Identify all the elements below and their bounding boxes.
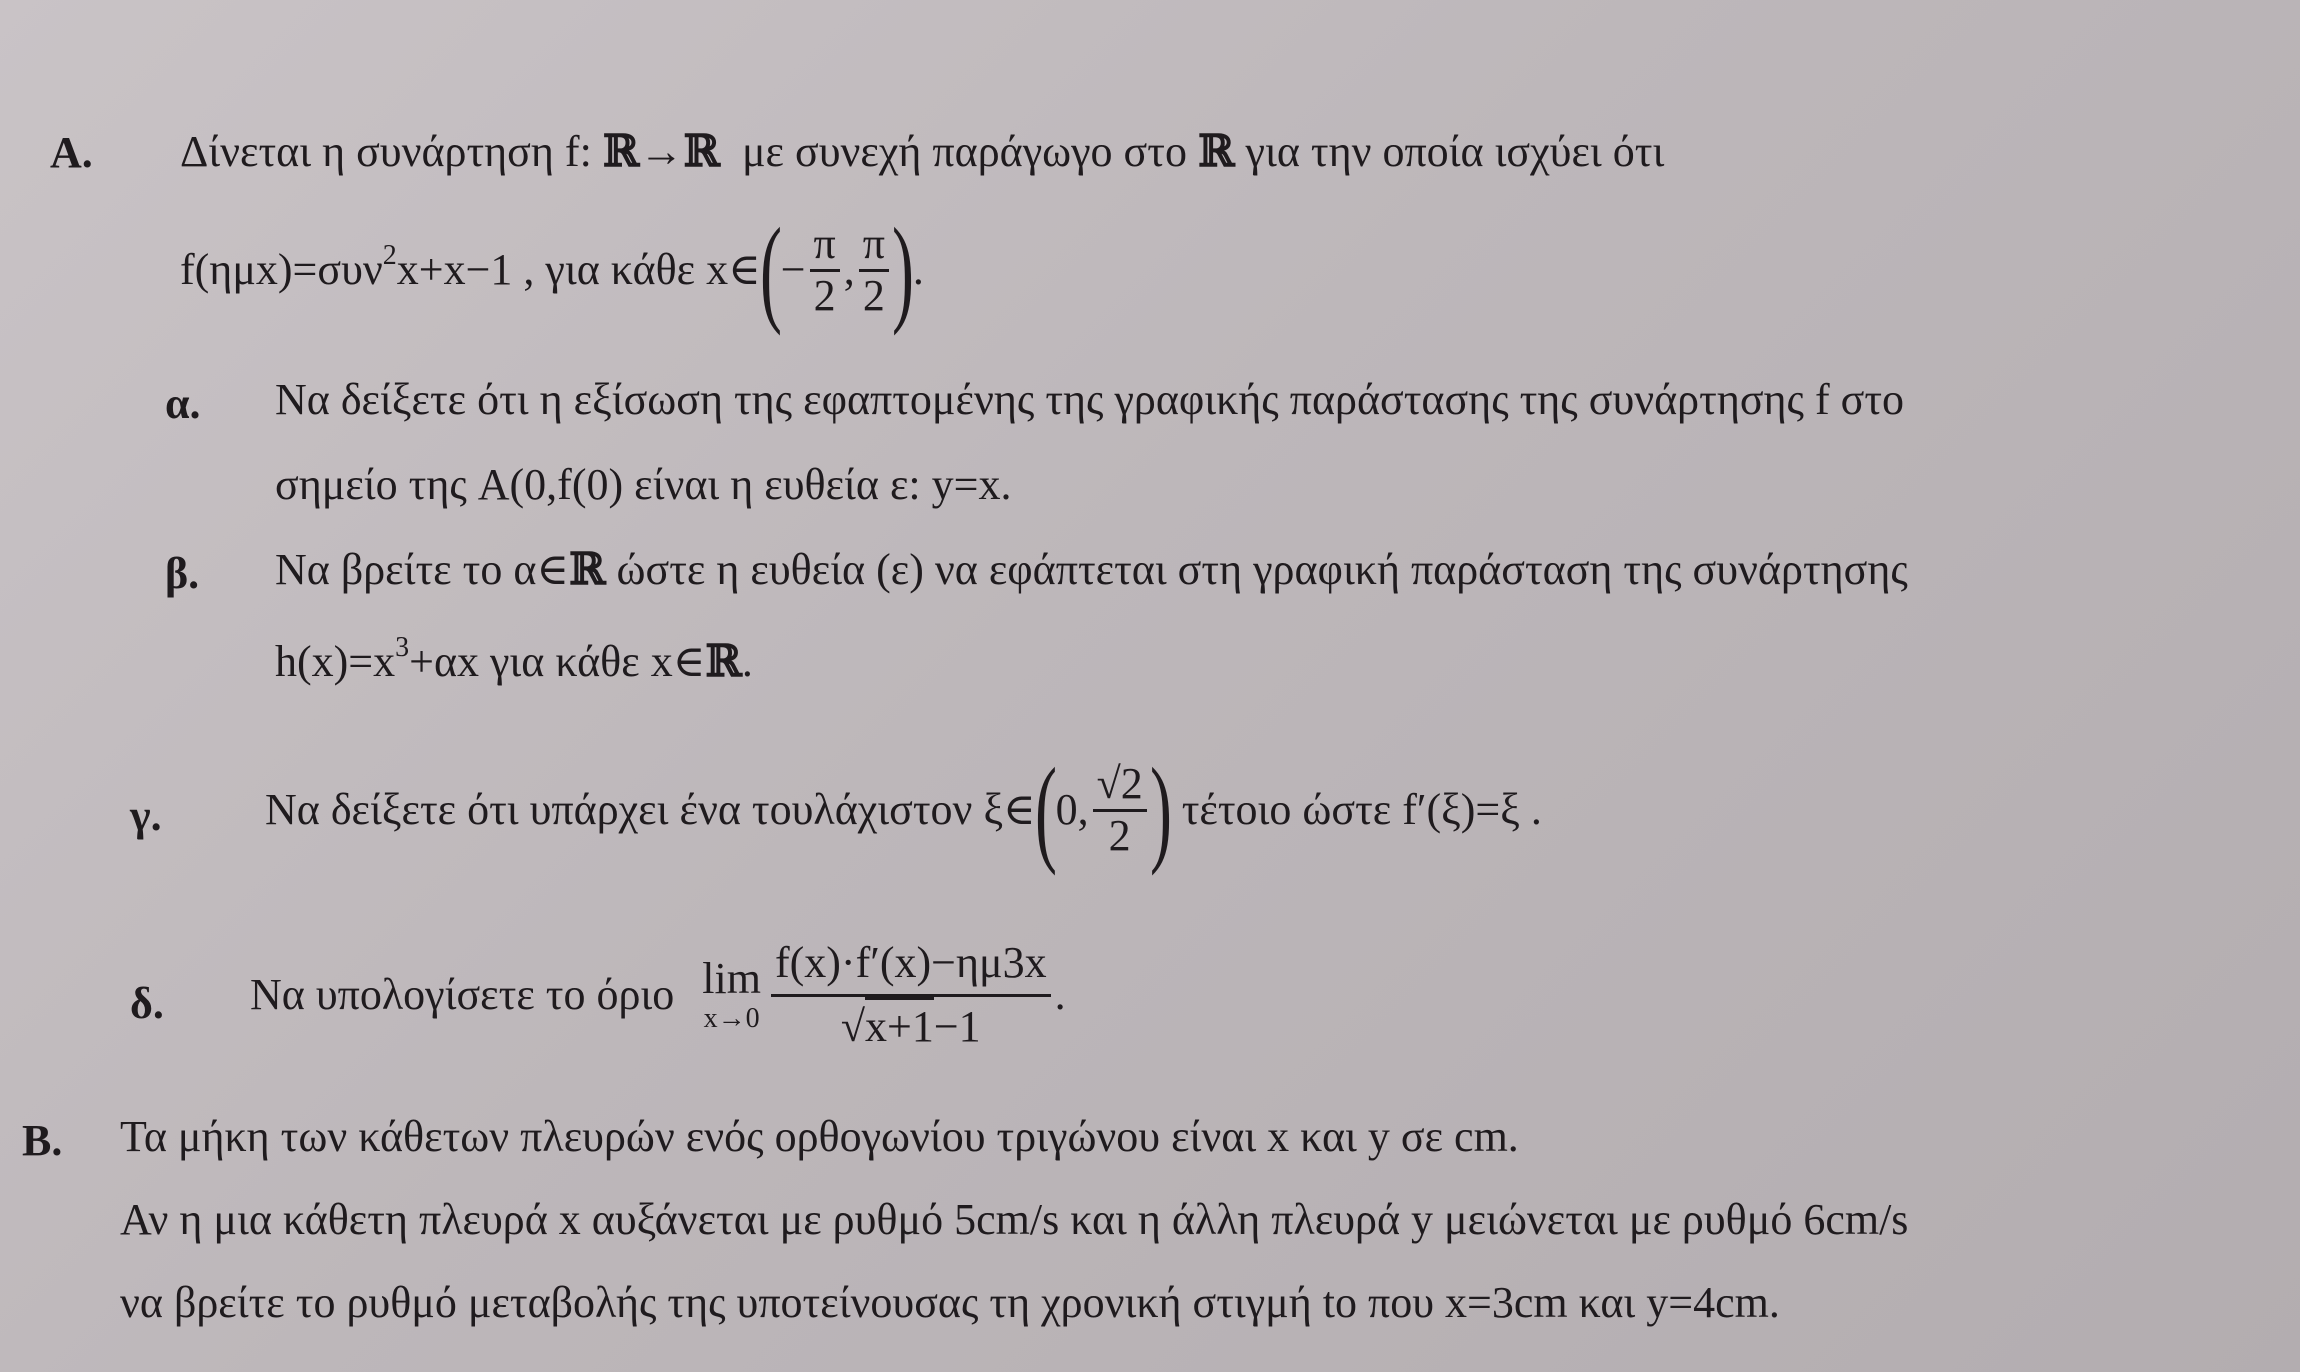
reals-symbol: ℝ <box>683 126 720 177</box>
period: . <box>1054 970 1066 1019</box>
limit <box>702 954 761 1034</box>
limit-word: lim <box>702 954 761 1003</box>
intro-text-1: Δίνεται η συνάρτηση f: <box>180 127 592 176</box>
section-b-line-3: να βρείτε το ρυθμό μεταβολής της υποτείνουσας τη χρονική στιγμή to που x=3cm και y=4cm. <box>120 1278 1780 1327</box>
fraction-denominator: 2 <box>813 270 836 320</box>
sqrt-inner: x+1 <box>865 997 934 1051</box>
part-c-label: γ. <box>130 791 162 840</box>
intro-text-3: για την οποία ισχύει ότι <box>1245 127 1665 176</box>
reals-symbol: ℝ <box>568 544 606 595</box>
arrow-icon: → <box>639 127 684 176</box>
formula-exponent: 2 <box>382 240 397 271</box>
limit-fraction <box>771 939 1051 1051</box>
formula-left: f(ημx)=συν <box>180 245 383 294</box>
part-d-label: δ. <box>130 979 164 1028</box>
part-b-line-2 <box>275 632 753 687</box>
section-a-intro <box>180 126 1665 177</box>
fraction-pi-over-2 <box>810 220 840 320</box>
interval-start: 0, <box>1055 785 1089 834</box>
fraction-pi-over-2 <box>859 220 889 320</box>
part-b-exponent: 3 <box>395 632 410 663</box>
part-a-line-2: σημείο της A(0,f(0) είναι η ευθεία ε: y=x. <box>275 460 1012 509</box>
formula-right: x+x−1 , για κάθε x∈ <box>396 245 761 294</box>
limit-denominator <box>841 997 981 1051</box>
part-b-line-1 <box>275 544 1908 595</box>
part-c-text-2: τέτοιο ώστε f′(ξ)=ξ . <box>1181 785 1542 834</box>
open-paren: ( <box>1034 743 1057 876</box>
part-c-line <box>265 743 1542 876</box>
denominator-rest: −1 <box>933 1001 981 1051</box>
open-paren: ( <box>759 203 782 336</box>
fraction-numerator: π <box>859 220 889 271</box>
section-b-label: B. <box>22 1116 63 1165</box>
section-a-label: A. <box>50 128 93 177</box>
close-paren: ) <box>891 203 914 336</box>
close-paren: ) <box>1149 743 1172 876</box>
period: . <box>741 637 753 686</box>
fraction-numerator: √2 <box>1093 760 1147 811</box>
part-b-func-rest: +αx για κάθε x∈ <box>409 637 706 686</box>
part-d-text: Να υπολογίσετε το όριο <box>250 970 675 1019</box>
comma: , <box>843 245 855 294</box>
part-b-text-1: Να βρείτε το α∈ <box>275 545 569 594</box>
limit-numerator: f(x)·f′(x)−ημ3x <box>771 939 1051 996</box>
part-a-line-1: Να δείξετε ότι η εξίσωση της εφαπτομένης της γραφικής παράστασης της συνάρτησης f στο <box>275 375 1905 424</box>
fraction-denominator: 2 <box>862 270 885 320</box>
fraction-sqrt2-over-2 <box>1093 760 1147 860</box>
sqrt-icon: √ <box>840 1001 866 1051</box>
limit-subscript: x→0 <box>703 1003 760 1034</box>
intro-text-2: με συνεχή παράγωγο στο <box>741 127 1187 176</box>
fraction-numerator: π <box>810 220 840 271</box>
section-b-line-1: Τα μήκη των κάθετων πλευρών ενός ορθογωνίου τριγώνου είναι x και y σε cm. <box>120 1112 1519 1161</box>
section-b-line-2: Αν η μια κάθετη πλευρά x αυξάνεται με ρυθμό 5cm/s και η άλλη πλευρά y μειώνεται με ρυθμό 6cm/s <box>120 1195 1909 1244</box>
part-a-label: α. <box>165 379 201 428</box>
minus-sign: − <box>780 245 806 294</box>
reals-symbol: ℝ <box>705 636 742 687</box>
period: . <box>912 245 924 294</box>
part-b-text-2: ώστε η ευθεία (ε) να εφάπτεται στη γραφική παράσταση της συνάρτησης <box>616 545 1908 594</box>
part-d-line <box>250 930 1066 1060</box>
part-b-label: β. <box>165 549 200 598</box>
reals-symbol: ℝ <box>1197 126 1235 177</box>
reals-symbol: ℝ <box>602 126 640 177</box>
fraction-denominator: 2 <box>1108 810 1131 860</box>
part-c-text-1: Να δείξετε ότι υπάρχει ένα τουλάχιστον ξ∈ <box>265 785 1036 834</box>
part-b-func: h(x)=x <box>275 637 396 686</box>
section-a-formula <box>180 203 924 336</box>
